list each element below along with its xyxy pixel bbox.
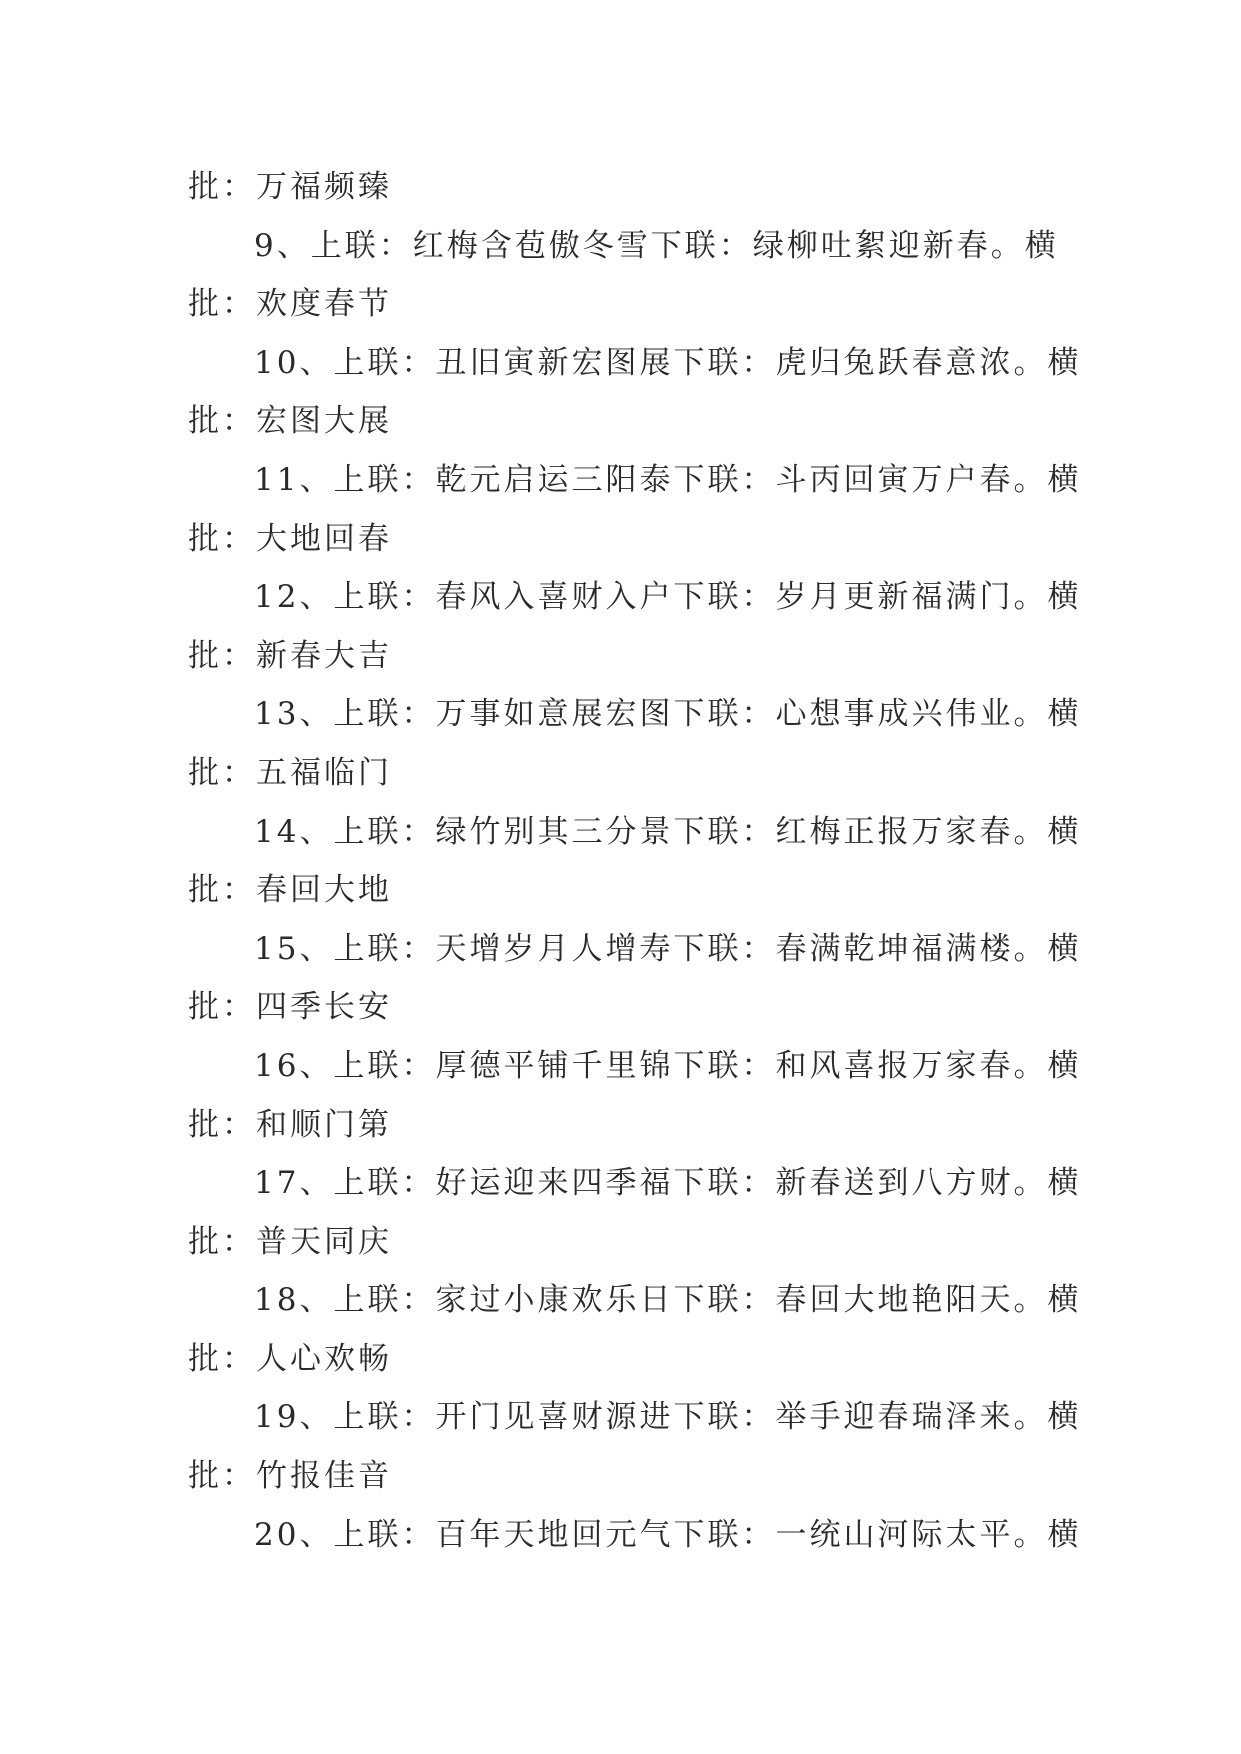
text-line: 16、上联：厚德平铺千里锦下联：和风喜报万家春。横: [254, 1047, 1082, 1084]
text-line: 18、上联：家过小康欢乐日下联：春回大地艳阳天。横: [254, 1282, 1082, 1319]
text-line: 19、上联：开门见喜财源进下联：举手迎春瑞泽来。横: [254, 1399, 1082, 1436]
text-line: 批：竹报佳音: [188, 1458, 392, 1495]
text-line: 批：大地回春: [188, 520, 392, 557]
text-line: 15、上联：天增岁月人增寿下联：春满乾坤福满楼。横: [254, 930, 1082, 967]
text-line: 9、上联：红梅含苞傲冬雪下联：绿柳吐絮迎新春。横: [254, 227, 1059, 264]
text-line: 批：人心欢畅: [188, 1340, 392, 1377]
text-line: 批：春回大地: [188, 872, 392, 909]
text-line: 10、上联：丑旧寅新宏图展下联：虎归兔跃春意浓。横: [254, 344, 1082, 381]
text-line: 批：宏图大展: [188, 403, 392, 440]
couplet-text-block: [188, 158, 1082, 1564]
text-line: 20、上联：百年天地回元气下联：一统山河际太平。横: [254, 1516, 1082, 1553]
text-line: 11、上联：乾元启运三阳泰下联：斗丙回寅万户春。横: [254, 461, 1082, 498]
text-line: 批：普天同庆: [188, 1223, 392, 1260]
text-line: 13、上联：万事如意展宏图下联：心想事成兴伟业。横: [254, 696, 1082, 733]
text-line: 批：万福频臻: [188, 169, 392, 205]
text-line: 批：欢度春节: [188, 286, 392, 323]
text-line: 12、上联：春风入喜财入户下联：岁月更新福满门。横: [254, 579, 1082, 616]
text-line: 批：四季长安: [188, 989, 392, 1026]
text-line: 17、上联：好运迎来四季福下联：新春送到八方财。横: [254, 1165, 1082, 1202]
text-line: 14、上联：绿竹别其三分景下联：红梅正报万家春。横: [254, 813, 1082, 850]
text-line: 批：和顺门第: [188, 1106, 392, 1143]
text-line: 批：五福临门: [188, 754, 392, 791]
text-line: 批：新春大吉: [188, 637, 392, 674]
